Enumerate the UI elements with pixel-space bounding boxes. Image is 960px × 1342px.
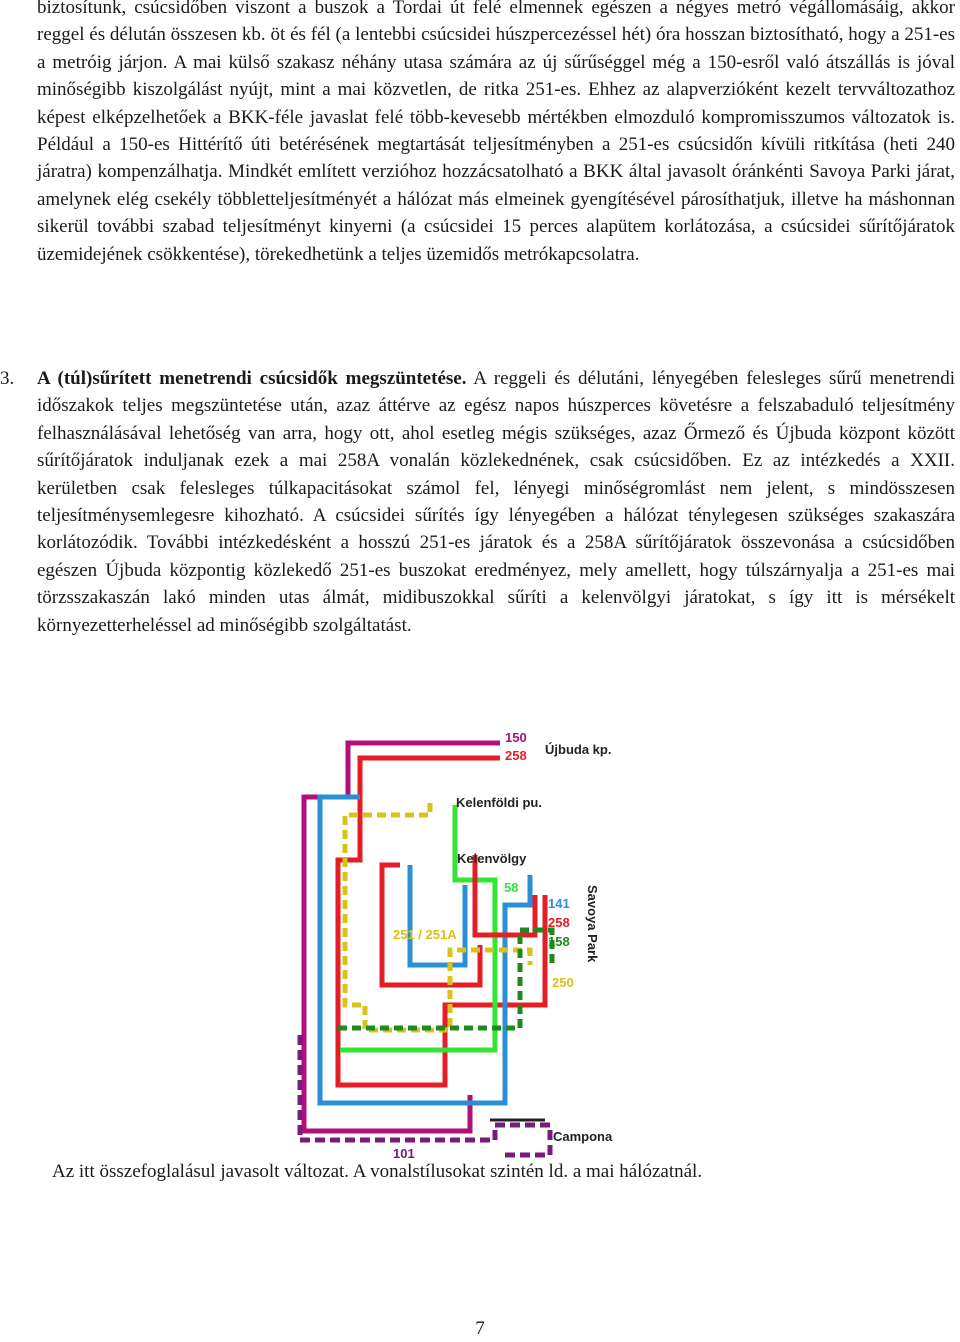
list-item-3 bbox=[37, 365, 955, 639]
route-label-251: 251 / 251A bbox=[393, 927, 457, 942]
route-label-258-savoya: 258 bbox=[548, 915, 570, 930]
page-number: 7 bbox=[475, 1318, 485, 1339]
route-label-258: 258 bbox=[505, 748, 527, 763]
stop-label-ujbuda: Újbuda kp. bbox=[545, 742, 612, 757]
list-number: 3. bbox=[0, 368, 15, 389]
figure-caption: Az itt összefoglalásul javasolt változat. A vonalstílusokat szintén ld. a mai hálózatnál. bbox=[52, 1161, 703, 1182]
route-label-58: 58 bbox=[504, 880, 519, 895]
list-item-heading: A (túl)sűrített menetrendi csúcsidők megszüntetése. bbox=[37, 368, 467, 389]
list-item-text: A reggeli és délutáni, lényegében felesleges sűrű menetrendi időszakok teljes megszüntetése után, azaz áttérve az egész napos húszperces követésre a felszabaduló teljesítmény felhasználásával lehetőség van arra, hogy ott, ahol esetleg mégis szükséges, azaz Őrmező és Újbuda központ között sűrítőjáratok induljanak ezek a mai 258A vonalán közlekednének, csak csúcsidőben. Ez az intézkedés a XXII. kerületben csak felesleges túlkapacitásokat számol fel, lényegi minőségromlást nem jelent, s mindösszesen teljesítménysemlegesre kihozható. A csúcsidei sűrítés így lényegében a hálózat ténylegesen szükséges szakaszára korlátozódik. További intézkedésként a hosszú 251-es járatok és a 258A sűrítőjáratok összevonása a csúcsidőben egészen Újbuda központig közlekedő 251-es buszokat eredményez, mely amellett, hogy túlszárnyalja a 251-es mai törzsszakaszán lakó minden utas álmát, midibuszokkal sűríti a kelenvölgyi járatokat, s így itt is mérsékelt környezetterheléssel ad minőségibb szolgáltatást. bbox=[37, 368, 955, 636]
route-label-101: 101 bbox=[393, 1146, 415, 1161]
route-line-141 bbox=[320, 797, 530, 1103]
body-paragraph: biztosítunk, csúcsidőben viszont a buszok a Tordai út felé elmennek egészen a négyes metró végállomásáig, akkor reggel és délután összesen kb. öt és fél (a lentebbi csúcsidei húszpercezéssel hét) óra hosszan biztosítható, hogy a 251-es a metróig járjon. A mai külső szakasz néhány utasa számára az új sűrűséggel még a 150-esről való átszállás is jóval minőségibb kiszolgálást nyújt, mint a mai közvetlen, de ritka 251-es. Ehhez az alapverzióként kezelt tervváltozathoz képest elképzelhetőek a BKK-féle javaslat felé több-kevesebb mértékben elmozduló kompromisszumos változatok is. Például a 150-es Hittérítő úti betérésének megtartását teljesítményben a 251-es csúcsidőn kívüli ritkítása (heti 240 járatra) kompenzálhatja. Mindkét említett verzióhoz hozzácsatolható a BKK által javasolt óránkénti Savoya Parki járat, amelynek elég csekély többletteljesítményét a hálózat más elmeinek gyengítésével párosíthatjuk, illetve ha máshonnan sikerül további szabad teljesítményt kinyerni (a csúcsidei 15 perces alapütem korlátozása, a csúcsidei sűrítőjáratok üzemidejének csökkentése), törekedhetünk a teljes üzemidős metrókapcsolatra. bbox=[37, 0, 955, 265]
route-label-150: 150 bbox=[505, 730, 527, 745]
route-label-250: 250 bbox=[552, 975, 574, 990]
stop-label-campona: Campona bbox=[553, 1129, 613, 1144]
route-label-158: 158 bbox=[548, 934, 570, 949]
stop-label-kelenvolgy: Kelenvölgy bbox=[457, 851, 527, 866]
route-line-251a bbox=[345, 803, 530, 1030]
route-network-map bbox=[290, 715, 670, 1175]
stop-label-savoya: Savoya Park bbox=[585, 885, 600, 963]
route-label-141: 141 bbox=[548, 896, 570, 911]
stop-label-kelenfold: Kelenföldi pu. bbox=[456, 795, 542, 810]
